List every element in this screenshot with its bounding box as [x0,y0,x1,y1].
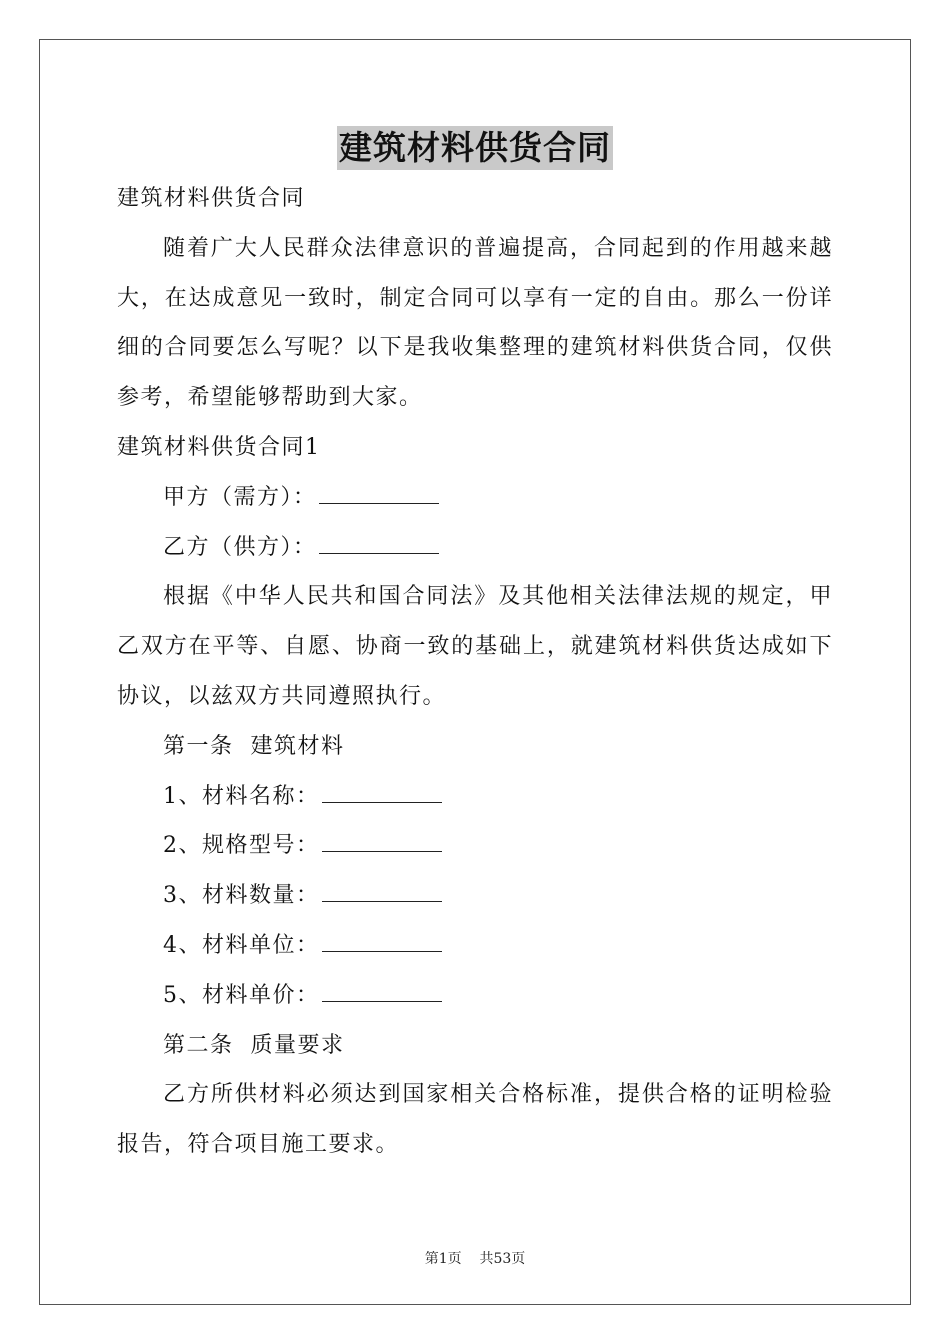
article2-heading: 第二条 质量要求 [163,1032,345,1058]
party-a-row [117,473,833,523]
material-name-label: 1、材料名称： [163,783,320,809]
unit-blank [322,931,442,952]
article1-item-row [117,821,833,871]
page-footer [0,1248,950,1268]
party-a-label: 甲方（需方）： [163,484,317,510]
unit-price-blank [322,981,442,1002]
document-subtitle: 建筑材料供货合同 [117,186,306,211]
article1-heading: 第一条 建筑材料 [163,733,345,759]
page-number: 第1页 共53页 [424,1251,526,1267]
title-container [0,126,950,170]
unit-price-label: 5、材料单价： [163,982,320,1008]
section-heading: 建筑材料供货合同1 [117,434,321,460]
preamble-paragraph: 根据《中华人民共和国合同法》及其他相关法律法规的规定，甲乙双方在平等、自愿、协商一致的基础上，就建筑材料供货达成如下协议，以兹双方共同遵照执行。 [117,584,833,709]
party-a-blank [319,483,439,504]
party-b-blank [319,533,439,554]
party-b-row [117,523,833,573]
spec-model-label: 2、规格型号： [163,833,320,859]
quantity-blank [322,881,442,902]
material-name-blank [322,782,442,803]
unit-label: 4、材料单位： [163,932,320,958]
document-title: 建筑材料供货合同 [337,126,613,170]
article1-item-row [117,971,833,1021]
intro-paragraph: 随着广大人民群众法律意识的普遍提高，合同起到的作用越来越大，在达成意见一致时，制定合同可以享有一定的自由。那么一份详细的合同要怎么写呢？以下是我收集整理的建筑材料供货合同，仅供参考，希望能够帮助到大家。 [117,235,833,411]
article1-item-row [117,871,833,921]
article1-item-row [117,921,833,971]
party-b-label: 乙方（供方）： [163,534,317,560]
spec-model-blank [322,831,442,852]
article1-item-row [117,772,833,822]
quantity-label: 3、材料数量： [163,883,320,909]
article2-paragraph: 乙方所供材料必须达到国家相关合格标准，提供合格的证明检验报告，符合项目施工要求。 [117,1082,833,1158]
document-body [117,174,833,1170]
